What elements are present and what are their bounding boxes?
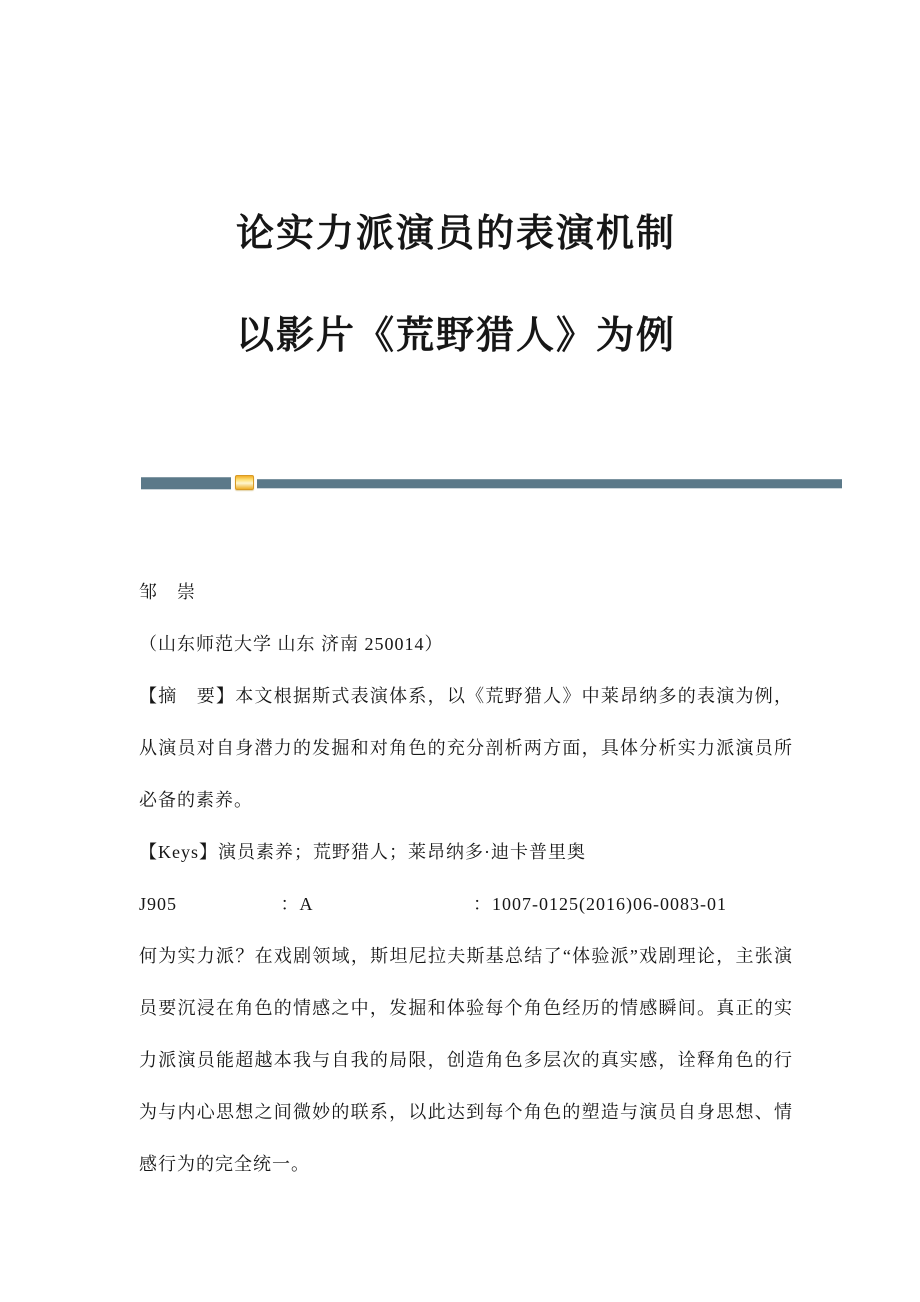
article-id: ：1007-0125(2016)06-0083-01 <box>473 894 728 914</box>
title-divider <box>141 475 842 491</box>
abstract: 【摘 要】本文根据斯式表演体系，以《荒野猎人》中莱昂纳多的表演为例，从演员对自身潜力的发掘和对角色的充分剖析两方面，具体分析实力派演员所必备的素养。 <box>139 686 793 810</box>
keywords: 【Keys】演员素养；荒野猎人；莱昂纳多·迪卡普里奥 <box>139 842 586 862</box>
clc-number: J905 <box>139 894 178 914</box>
gold-accent-icon <box>235 475 254 490</box>
article-title: 论实力派演员的表演机制 <box>235 213 676 255</box>
article-content <box>139 566 793 1190</box>
affiliation: （山东师范大学 山东 济南 250014） <box>139 634 444 654</box>
author-name: 邹 崇 <box>139 582 196 602</box>
divider-bar-right <box>257 479 842 488</box>
body-paragraph: 何为实力派？在戏剧领域，斯坦尼拉夫斯基总结了“体验派”戏剧理论，主张演员要沉浸在角色的情感之中，发掘和体验每个角色经历的情感瞬间。真正的实力派演员能超越本我与自我的局限，创造角色多层次的真实感，诠释角色的行为与内心思想之间微妙的联系，以此达到每个角色的塑造与演员自身思想、情感行为的完全统一。 <box>139 946 793 1174</box>
divider-bar-left <box>141 477 231 489</box>
document-code: ：A <box>280 894 313 914</box>
classification-line <box>139 878 793 930</box>
article-subtitle: 以影片《荒野猎人》为例 <box>235 315 676 357</box>
